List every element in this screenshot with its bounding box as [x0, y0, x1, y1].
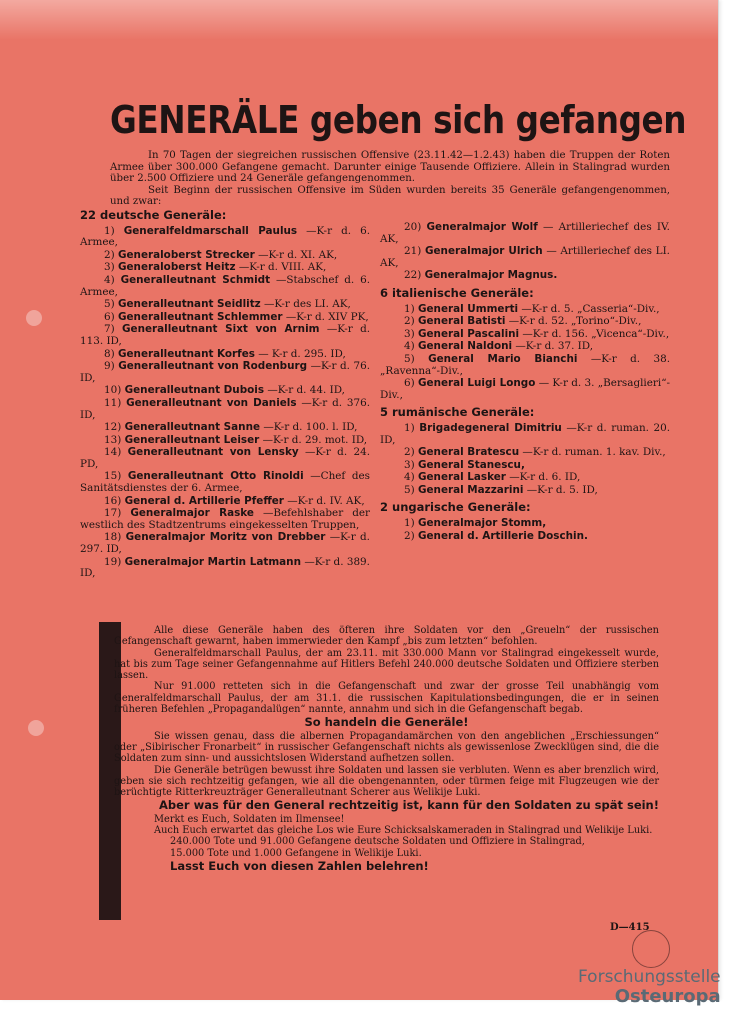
general-name: General d. Artillerie Pfeffer: [124, 494, 284, 507]
item-number: 5): [404, 352, 429, 365]
general-list-item: [80, 508, 370, 531]
general-list-item: [380, 270, 670, 282]
general-name: Generalleutnant Schlemmer: [117, 310, 283, 323]
general-list-item: [380, 304, 670, 316]
general-list-item: [80, 532, 370, 555]
general-list-item: [80, 361, 370, 384]
general-list-item: [380, 354, 670, 377]
general-unit: —K-r d. 5. „Casseria“-Div.,: [518, 302, 660, 315]
general-name: Generalmajor Moritz von Drebber: [125, 531, 326, 544]
item-number: 19): [104, 555, 125, 568]
german-list: [80, 226, 370, 580]
item-number: 12): [104, 421, 125, 434]
general-unit: —K-r d. ruman. 20. ID,: [380, 421, 670, 446]
general-unit: —K-r d. 156. „Vicenca“-Div.,: [519, 327, 670, 340]
general-list-item: [380, 447, 670, 459]
general-unit: —K-r d. 376. ID,: [80, 396, 370, 421]
item-number: 10): [104, 384, 125, 397]
body-paragraph: Nur 91.000 retteten sich in die Gefangenschaft und zwar der grosse Teil unabhängig vom Generalfeldmarschall Paulus, der am 31.1. die russischen Kapitulationsbedingungen, die er in seinen früheren Befehlen „Propagandalügen“ nannte, annahm und sich in die Gefangenschaft begab.: [114, 681, 659, 716]
general-list-item: [80, 324, 370, 347]
general-unit: —K-r d. IV. AK,: [283, 494, 365, 507]
paper-edge: [0, 0, 718, 40]
general-list-item: [80, 262, 370, 274]
stamp-circle: [632, 930, 670, 968]
item-number: 3): [404, 458, 418, 471]
general-name: General Mazzarini: [417, 483, 524, 496]
general-unit: —K-r d. 113. ID,: [80, 323, 371, 347]
item-number: 22): [404, 269, 425, 282]
item-number: 7): [104, 323, 123, 336]
general-unit: —K-r d. 29. mot. ID,: [259, 433, 368, 446]
item-number: 1): [404, 517, 418, 530]
general-list-item: [380, 329, 670, 341]
item-number: 1): [404, 421, 420, 434]
archive-watermark: [578, 967, 721, 1007]
body-paragraph: 240.000 Tote und 91.000 Gefangene deutsche Soldaten und Offiziere in Stalingrad,: [170, 836, 585, 848]
general-name: General Bratescu: [417, 446, 520, 459]
leaflet-title: GENERÄLE geben sich gefangen: [110, 98, 687, 142]
general-name: Generalleutnant Schmidt: [120, 273, 271, 286]
general-name: Generalmajor Martin Latmann: [124, 555, 301, 568]
general-name: Generalfeldmarschall Paulus: [123, 224, 298, 237]
general-unit: —Befehlshaber der westlich des Stadtzentrums eingekesselten Truppen,: [80, 507, 370, 531]
body-paragraph: Merkt es Euch, Soldaten im Ilmensee!: [154, 813, 345, 825]
general-unit: — Artilleriechef des LI. AK,: [380, 245, 670, 269]
body-paragraph: Generalfeldmarschall Paulus, der am 23.11. mit 330.000 Mann vor Stalingrad eingekesselt wurde, hat bis zum Tage seiner Gefangennahme auf Hitlers Befehl 240.000 deutsche Soldaten und Offiziere sterben lassen.: [114, 647, 659, 682]
general-name: Generalleutnant Sixt von Arnim: [122, 323, 320, 336]
italian-list: [380, 304, 670, 402]
general-name: Generalmajor Wolf: [426, 221, 538, 233]
general-list-item: [380, 246, 670, 269]
general-unit: —K-r d. 100. l. ID,: [260, 421, 358, 434]
general-list-item: [380, 485, 670, 497]
general-list-item: [380, 472, 670, 484]
group-title-italian: 6 italienische Generäle:: [380, 285, 534, 300]
general-name: General Ummerti: [417, 302, 519, 315]
general-unit: —K-r d. VIII. AK,: [235, 261, 327, 274]
general-unit: —K-r d. XI. AK,: [254, 248, 338, 261]
item-number: 16): [104, 494, 125, 507]
general-unit: —K-r d. XIV PK,: [282, 310, 369, 323]
item-number: 9): [104, 360, 119, 373]
general-unit: —K-r d. 6. ID,: [505, 471, 581, 484]
general-unit: —K-r d. 24. PD,: [80, 446, 370, 470]
item-number: 1): [104, 224, 124, 237]
item-number: 2): [404, 315, 418, 328]
general-name: General Batisti: [417, 315, 506, 328]
general-name: General Stanescu,: [417, 458, 525, 471]
general-list-item: [380, 518, 670, 530]
general-name: General Pascalini: [417, 327, 520, 340]
general-name: Generaloberst Heitz: [117, 261, 236, 274]
item-number: 15): [104, 470, 128, 483]
general-unit: —K-r d. 389. ID,: [80, 555, 370, 580]
general-unit: —K-r d. 5. ID,: [523, 483, 598, 496]
general-list-item: [380, 423, 670, 446]
general-list-item: [80, 447, 370, 470]
punch-hole: [26, 310, 42, 326]
body-paragraph: 15.000 Tote und 1.000 Gefangene in Welikije Luki.: [170, 847, 422, 859]
general-unit: —K-r d. 37. ID,: [512, 340, 594, 353]
general-name: Generalmajor Magnus.: [424, 269, 558, 282]
left-column: [80, 210, 370, 581]
item-number: 5): [104, 298, 118, 311]
general-unit: —K-r d. 6. Armee,: [80, 224, 371, 249]
group-title-romanian: 5 rumänische Generäle:: [380, 405, 535, 420]
general-name: Generalleutnant Korfes: [117, 347, 255, 360]
item-number: 20): [404, 221, 427, 233]
slogan-heading: Aber was für den General rechtzeitig ist, kann für den Soldaten zu spät sein!: [159, 798, 659, 813]
general-unit: —Chef des Sanitätsdienstes der 6. Armee,: [80, 470, 370, 495]
general-list-item: [80, 435, 370, 447]
general-list-item: [80, 312, 370, 324]
item-number: 5): [404, 483, 418, 496]
body-paragraph: Sie wissen genau, dass die albernen Propagandamärchen von den angeblichen „Erschiessungen“ oder „Sibirischer Fronarbeit“ in russischer Gefangenschaft nichts als gewissenlose Zwecklügen sind, die die Soldaten zum sinn- und aussichtslosen Widerstand aufhetzen sollen.: [114, 730, 659, 765]
general-list-item: [80, 557, 370, 580]
general-list-item: [80, 398, 370, 421]
item-number: 18): [104, 531, 126, 544]
item-number: 11): [104, 396, 127, 409]
item-number: 4): [404, 340, 418, 353]
general-list-item: [80, 349, 370, 361]
general-list-item: [380, 378, 670, 401]
general-name: Generalmajor Stomm,: [417, 517, 547, 530]
general-list-item: [80, 299, 370, 311]
german-list-continued: [380, 222, 670, 282]
general-unit: —K-r d. 52. „Torino“-Div.,: [505, 315, 642, 328]
body-text: [114, 625, 659, 874]
general-unit: —K-r des LI. AK,: [260, 298, 351, 311]
item-number: 8): [104, 347, 118, 360]
item-number: 3): [104, 261, 118, 274]
general-name: Generalleutnant von Lensky: [127, 446, 299, 459]
item-number: 2): [104, 248, 118, 261]
group-title-hungarian: 2 ungarische Generäle:: [380, 500, 531, 515]
general-list-item: [80, 226, 370, 249]
general-list-item: [80, 496, 370, 508]
general-name: General Lasker: [417, 471, 506, 484]
intro-paragraph: Seit Beginn der russischen Offensive im Süden wurden bereits 35 Generäle gefangengenommen, und zwar:: [110, 184, 670, 208]
general-unit: — Artilleriechef des IV. AK,: [380, 221, 670, 245]
item-number: 6): [404, 377, 419, 390]
general-list-item: [380, 316, 670, 328]
general-name: Generalleutnant von Rodenburg: [118, 360, 308, 373]
general-name: Generalleutnant von Daniels: [126, 396, 297, 409]
general-name: Generalmajor Ulrich: [424, 245, 543, 258]
slogan-heading: So handeln die Generäle!: [304, 715, 469, 730]
general-list-item: [80, 385, 370, 397]
general-name: Generaloberst Strecker: [117, 248, 255, 261]
punch-hole: [28, 720, 44, 736]
leaflet-code: D—415: [610, 922, 650, 933]
item-number: 21): [404, 245, 425, 258]
item-number: 17): [104, 507, 131, 520]
general-unit: —K-r d. 76. ID,: [80, 360, 371, 384]
item-number: 3): [404, 327, 418, 340]
general-list-item: [380, 460, 670, 472]
general-list-item: [380, 222, 670, 245]
item-number: 4): [404, 471, 418, 484]
slogan-heading: Lasst Euch von diesen Zahlen belehren!: [170, 858, 429, 873]
general-unit: — K-r d. 3. „Bersaglieri“-Div.,: [380, 377, 671, 401]
general-unit: — K-r d. 295. ID,: [254, 347, 346, 360]
body-paragraph: Alle diese Generäle haben des öfteren ihre Soldaten vor den „Greueln“ der russischen Gefangenschaft gewarnt, haben immerwieder den Kampf „bis zum letzten“ befohlen.: [114, 625, 659, 648]
intro-paragraph: In 70 Tagen der siegreichen russischen Offensive (23.11.42—1.2.43) haben die Truppen der Roten Armee über 300.000 Gefangene gemacht. Darunter einige Tausende Offiziere. Allein in Stalingrad wurden über 2.500 Offiziere und 24 Generäle gefangengenommen.: [110, 150, 670, 185]
intro-text: [110, 150, 670, 208]
general-name: General d. Artillerie Doschin.: [417, 529, 588, 542]
general-name: General Mario Bianchi: [428, 352, 578, 365]
general-list-item: [380, 531, 670, 543]
general-list-item: [80, 422, 370, 434]
item-number: 14): [104, 446, 128, 459]
body-paragraph: Die Generäle betrügen bewusst ihre Soldaten und lassen sie verbluten. Wenn es aber brenzlich wird, geben sie sich rechtzeitig gefangen, wie all die obengenannten, oder türmen feige mit Flugzeugen wie der berüchtigte Ritterkreuzträger Generalleutnant Scherer aus Welikije Luki.: [114, 764, 659, 799]
item-number: 2): [404, 446, 418, 459]
general-name: Generalleutnant Sanne: [124, 421, 261, 434]
item-number: 1): [404, 302, 418, 315]
general-unit: —K-r d. 44. ID,: [264, 384, 345, 397]
general-name: Generalmajor Raske: [130, 507, 254, 520]
romanian-list: [380, 423, 670, 497]
watermark-line-1: Forschungsstelle: [578, 967, 721, 987]
general-unit: —K-r d. 38. „Ravenna“-Div.,: [380, 352, 671, 377]
general-unit: —K-r d. ruman. 1. kav. Div.,: [519, 446, 666, 459]
item-number: 2): [404, 529, 418, 542]
general-list-item: [380, 341, 670, 353]
general-name: Generalleutnant Dubois: [124, 384, 265, 397]
general-name: General Naldoni: [417, 340, 513, 353]
watermark-line-2: Osteuropa: [614, 986, 721, 1007]
general-name: Generalleutnant Seidlitz: [117, 298, 261, 311]
general-list-item: [80, 250, 370, 262]
general-name: Generalleutnant Otto Rinoldi: [127, 470, 304, 483]
hungarian-list: [380, 518, 670, 542]
body-paragraph: Auch Euch erwartet das gleiche Los wie Eure Schicksalskameraden in Stalingrad und Welikije Luki.: [154, 825, 653, 837]
group-title-german: 22 deutsche Generäle:: [80, 208, 227, 222]
general-list-item: [80, 275, 370, 298]
item-number: 6): [104, 310, 118, 323]
general-unit: —K-r d. 297. ID,: [80, 531, 370, 556]
item-number: 4): [104, 273, 121, 286]
item-number: 13): [104, 433, 125, 446]
general-list-item: [80, 471, 370, 494]
general-name: Brigadegeneral Dimitriu: [419, 421, 562, 434]
right-column: [380, 222, 670, 543]
general-name: General Luigi Longo: [418, 377, 536, 390]
general-name: Generalleutnant Leiser: [124, 433, 260, 446]
general-unit: —Stabschef d. 6. Armee,: [80, 273, 370, 298]
